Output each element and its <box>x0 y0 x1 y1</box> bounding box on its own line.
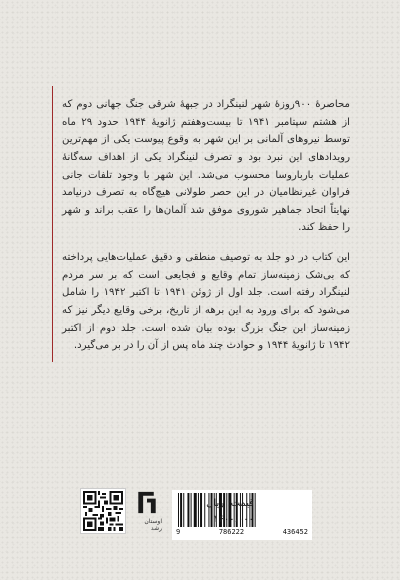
publisher-logo-icon <box>134 488 160 517</box>
publisher-logo <box>132 488 162 532</box>
barcode-bar <box>191 493 192 527</box>
synopsis-paragraph-1: محاصرهٔ ۹۰۰روزهٔ شهر لنینگراد در جبههٔ شرقی جنگ جهانی دوم که از هشتم سپتامبر ۱۹۴۱ تا بیست‌وهفتم ژانویهٔ ۱۹۴۴ حدود ۲۹ ماه توسط نیروهای آلمانی بر این شهر به وقوع پیوست یکی از مهم‌ترین رویدادهای این نبرد بود و تصرف لنینگراد یکی از اهداف سه‌گانهٔ عملیات بارباروسا محسوب می‌شد. این شهر با وجود تلفات جانی فراوان غیرنظامیان در این حصر طولانی هیچ‌گاه به تصرف درنیامد نهایتاً اتحاد جماهیر شوروی موفق شد آلمان‌ها را عقب براند و شهر را حفظ کند. <box>62 99 351 234</box>
price-label: قیمت: ریال <box>206 498 254 509</box>
price-block <box>206 496 254 528</box>
barcode-bar <box>178 493 179 527</box>
barcode-area <box>80 488 320 540</box>
barcode-bar <box>198 493 199 527</box>
barcode-bar <box>180 493 182 527</box>
isbn-digit-group: 436452 <box>282 528 308 536</box>
barcode-bar <box>204 493 205 527</box>
barcode-bar <box>187 493 189 527</box>
red-margin-rule <box>52 86 53 362</box>
qr-code-icon <box>80 488 126 534</box>
isbn-digits <box>176 528 308 536</box>
publisher-name: اوستان رشد <box>144 518 162 532</box>
barcode-bar <box>183 493 184 527</box>
synopsis-paragraph-2: این کتاب در دو جلد به توصیف منطقی و دقیق عملیات‌هایی پرداخته که بی‌شک زمینه‌ساز تمام وقایع و فجایعی است که بر سر مردم لنینگراد رفته است. جلد اول از ژوئن ۱۹۴۱ تا اکتبر ۱۹۴۲ را شامل می‌شود که برای ورود به این برهه از تاریخ، برخی وقایع دیگر نیز که زمینه‌ساز این جنگ بزرگ بوده بیان شده است. جلد دوم از اکتبر ۱۹۴۲ تا ژانویهٔ ۱۹۴۴ و حوادث چند ماه پس از آن را در بر می‌گیرد. <box>62 252 350 352</box>
barcode-bar <box>194 493 197 527</box>
isbn-digit-group: 9 <box>176 528 181 536</box>
isbn-digit-group: 786222 <box>218 528 245 536</box>
barcode-bar <box>255 493 256 527</box>
price-value: ۱۶۰۰،۰۰۰ <box>213 514 254 525</box>
barcode-bar <box>200 493 202 527</box>
